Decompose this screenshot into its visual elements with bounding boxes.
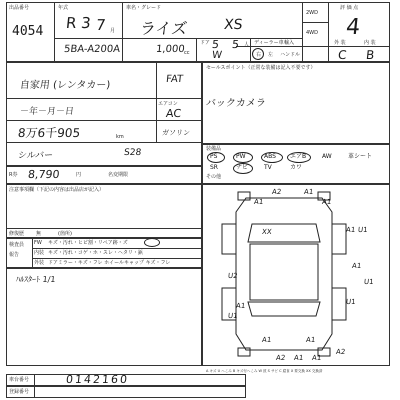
shift-type: FAT [165,74,184,85]
color-code: S28 [123,148,142,158]
registration-row [6,386,246,398]
inspector-label-1: 報告 [9,252,20,258]
score-value: 4 [344,15,362,40]
year-label: 年式 [58,5,69,11]
repair-value: 無 [36,231,42,237]
equipment-label: 装備品 [206,146,222,152]
model-name: ライズ [138,19,189,38]
damage-mark-14: U1 [345,298,356,306]
score-label: 評 価 点 [340,5,359,11]
notes-title: 注意事項欄（下記の内容は出品店が記入） [9,187,105,193]
month-value: 7 [95,16,107,34]
damage-mark-15: A1 [305,336,316,344]
fuel-type: ガソリン [161,129,191,137]
damage-mark-1: A1 [303,188,314,196]
fw-text: キズ・汚れ・ヒビ割・リペア跡・ズ [48,240,128,246]
damage-mark-16: A1 [261,336,272,344]
fw-label: FW [34,240,42,246]
interior-score: B [365,48,375,62]
damage-mark-5: U1 [357,226,368,234]
left-label: 左 [268,52,274,58]
drive-4wd: 4WD [306,30,318,36]
registration-label: 登録番号 [9,389,30,395]
chassis-value: 0142160 [65,373,130,386]
fuel-code: W [211,50,223,61]
fw-circle [144,238,160,247]
equip-kawa: カワ [290,164,303,171]
damage-mark-3: XX [261,228,273,236]
inspection-date: －年－月－日 [19,107,75,117]
model-code: 5BA-A200A [63,44,121,55]
equip-abs-circle [261,152,283,163]
seats-unit: 人 [244,42,250,48]
dealer-label: ディーラー車 [254,40,284,46]
damage-mark-17: A2 [335,348,346,356]
engine-cc: 1,000 [155,44,186,55]
damage-mark-13: A1 [311,354,322,362]
equip-ps: PS [210,153,218,160]
legend-item: C 腐食 [279,369,290,373]
cc-unit: cc [184,50,190,56]
equip-navi: ナビ [236,164,249,171]
aircon-label: エアコン [158,101,178,107]
equip-tv: TV [264,164,272,171]
color-value: シルバー [17,151,54,161]
mileage-value: 8万6千905 [17,126,81,140]
equip-airbag: エアB [290,153,307,160]
equip-abs: ABS [264,153,276,160]
name-change-label: 名変期限 [108,172,129,178]
damage-mark-4: A1 [345,226,356,234]
grade-value: XS [223,17,244,33]
damage-mark-11: A2 [275,354,286,362]
repair-detail-label: (箇所) [58,231,72,237]
equip-pw-circle [233,152,253,163]
in-text: キズ・汚れ・コゲ・ホ・スレ・ヘタリ・鋲 [48,250,143,256]
lot-number: 4054 [12,24,44,39]
month-label: 月 [110,28,116,34]
drive-2wd: 2WD [306,10,318,16]
legend-item: X 要交換 [290,369,305,373]
year-value: R 3 [65,14,92,32]
exterior-label: 外 装 [334,40,346,46]
exterior-score: C [337,48,348,62]
doors-value: 5 [211,38,220,51]
equip-sr: SR [210,164,218,171]
out-text: ドアミラー・キズ・フレ ホイールキャップ キズ・フレ [48,260,171,266]
chassis-label: 車台番号 [9,377,30,383]
handwritten-note: ﾊﾙｽﾀｰﾄ 1/1 [15,275,56,284]
legend-item: XX 交換済 [305,369,323,373]
right-hand-circle [252,48,264,60]
import-label: 輸入 [284,40,295,46]
legend-item: U へこみ [217,369,232,373]
equip-ps-circle [207,152,225,163]
damage-mark-10: U1 [227,312,238,320]
equip-navi-circle [233,163,253,174]
damage-mark-8: U1 [363,278,374,286]
legend-item: A キズ [206,369,217,373]
repair-label: 修復歴 [9,231,25,237]
equip-leather: 革シート [348,153,373,160]
auction-sheet [6,2,390,398]
doors-label: ドア [200,40,210,46]
lot-number-label: 出品番号 [9,5,30,11]
model-label: 車名・グレード [126,5,162,11]
interior-label: 内 装 [364,40,376,46]
damage-mark-2: A1 [321,198,332,206]
right-label: 右 [256,52,262,58]
damage-mark-9: A1 [235,302,246,310]
equip-aw: AW [322,153,332,160]
handle-label: ハンドル [280,52,301,58]
damage-mark-12: A1 [293,354,304,362]
legend-item: W 波 [258,369,267,373]
damage-mark-18: A1 [253,198,264,206]
mileage-unit: km [116,134,124,140]
sales-point-text: バックカメラ [205,98,267,109]
equip-airbag-circle [287,152,311,163]
equip-pw: PW [236,153,246,160]
recycle-label: R券 [9,172,18,178]
aircon-value: AC [165,107,182,120]
inspector-label-0: 検査員 [9,242,25,248]
damage-mark-6: U2 [227,272,238,280]
damage-mark-0: A2 [271,188,282,196]
out-label: 外装 [34,260,45,266]
equip-other-label: その他 [206,174,222,180]
sales-point-label: セールスポイント（正常な装備は記入不要です） [206,65,316,71]
damage-mark-7: A1 [351,262,362,270]
in-label: 内装 [34,250,45,256]
registration-type: 自家用 (レンタカー) [19,80,111,91]
recycle-amount: 8,790 [27,168,61,181]
seats-value: 5 [231,38,240,51]
legend-item: S サビ [267,369,278,373]
legend-item: B キズ付へこみ [232,369,258,373]
recycle-unit: 円 [76,172,82,178]
